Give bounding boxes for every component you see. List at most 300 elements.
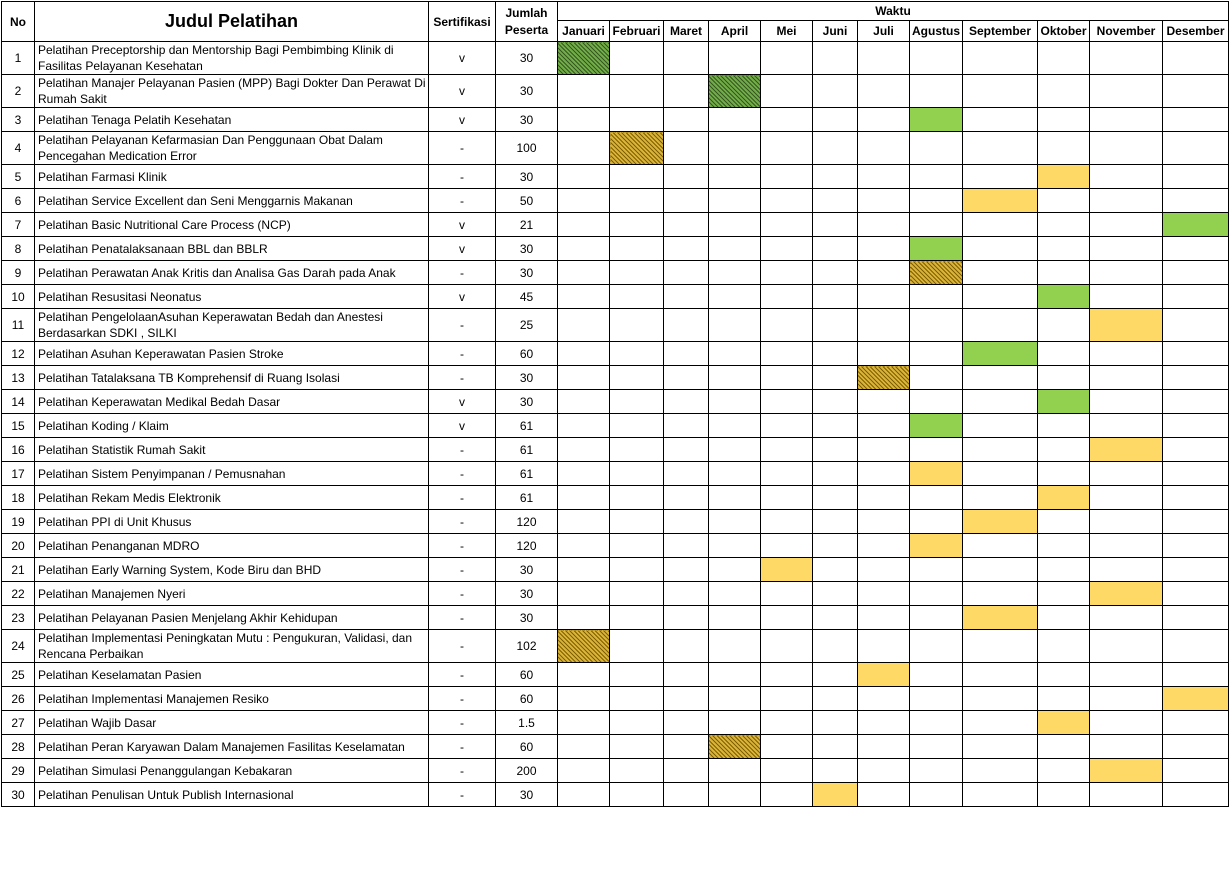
- certification-mark: -: [429, 606, 496, 630]
- schedule-cell-oktober: [1038, 606, 1090, 630]
- schedule-cell-februari: [610, 606, 664, 630]
- scheduled-month-cell: [813, 783, 858, 807]
- schedule-cell-oktober: [1038, 735, 1090, 759]
- training-title: Pelatihan Manajemen Nyeri: [35, 582, 429, 606]
- schedule-cell-april: [709, 390, 761, 414]
- schedule-cell-september: [963, 783, 1038, 807]
- schedule-cell-mei: [761, 261, 813, 285]
- schedule-cell-juli: [858, 687, 910, 711]
- row-number: 7: [2, 213, 35, 237]
- schedule-cell-oktober: [1038, 342, 1090, 366]
- schedule-cell-januari: [558, 558, 610, 582]
- schedule-cell-januari: [558, 342, 610, 366]
- schedule-cell-desember: [1163, 414, 1229, 438]
- scheduled-month-cell: [910, 237, 963, 261]
- scheduled-month-cell: [709, 75, 761, 108]
- table-row: [2, 189, 1229, 213]
- schedule-cell-desember: [1163, 735, 1229, 759]
- participant-count: 30: [496, 558, 558, 582]
- schedule-cell-agustus: [910, 759, 963, 783]
- schedule-cell-juni: [813, 663, 858, 687]
- schedule-cell-mei: [761, 711, 813, 735]
- schedule-cell-maret: [664, 534, 709, 558]
- header-month-september: September: [963, 21, 1038, 42]
- schedule-cell-desember: [1163, 237, 1229, 261]
- schedule-cell-juni: [813, 165, 858, 189]
- row-number: 9: [2, 261, 35, 285]
- table-row: [2, 687, 1229, 711]
- schedule-cell-desember: [1163, 558, 1229, 582]
- schedule-cell-januari: [558, 309, 610, 342]
- schedule-cell-september: [963, 582, 1038, 606]
- schedule-cell-mei: [761, 414, 813, 438]
- training-title: Pelatihan Pelayanan Pasien Menjelang Akhir Kehidupan: [35, 606, 429, 630]
- schedule-cell-september: [963, 711, 1038, 735]
- participant-count: 30: [496, 582, 558, 606]
- schedule-cell-mei: [761, 309, 813, 342]
- schedule-cell-februari: [610, 558, 664, 582]
- schedule-cell-november: [1090, 462, 1163, 486]
- schedule-cell-maret: [664, 462, 709, 486]
- schedule-cell-januari: [558, 606, 610, 630]
- schedule-cell-maret: [664, 108, 709, 132]
- schedule-cell-juli: [858, 462, 910, 486]
- schedule-cell-april: [709, 42, 761, 75]
- schedule-cell-desember: [1163, 510, 1229, 534]
- schedule-cell-mei: [761, 108, 813, 132]
- schedule-cell-januari: [558, 189, 610, 213]
- scheduled-month-cell: [709, 735, 761, 759]
- schedule-cell-desember: [1163, 783, 1229, 807]
- schedule-cell-september: [963, 42, 1038, 75]
- schedule-cell-juni: [813, 108, 858, 132]
- certification-mark: -: [429, 783, 496, 807]
- schedule-cell-oktober: [1038, 663, 1090, 687]
- header-month-mei: Mei: [761, 21, 813, 42]
- schedule-cell-februari: [610, 309, 664, 342]
- certification-mark: -: [429, 261, 496, 285]
- schedule-cell-oktober: [1038, 582, 1090, 606]
- schedule-cell-agustus: [910, 285, 963, 309]
- participant-count: 21: [496, 213, 558, 237]
- schedule-cell-juni: [813, 510, 858, 534]
- schedule-cell-september: [963, 534, 1038, 558]
- schedule-cell-april: [709, 342, 761, 366]
- schedule-cell-april: [709, 711, 761, 735]
- certification-mark: -: [429, 189, 496, 213]
- schedule-cell-februari: [610, 390, 664, 414]
- schedule-cell-november: [1090, 414, 1163, 438]
- schedule-cell-mei: [761, 438, 813, 462]
- schedule-cell-april: [709, 132, 761, 165]
- schedule-cell-juli: [858, 735, 910, 759]
- schedule-cell-agustus: [910, 342, 963, 366]
- table-row: [2, 261, 1229, 285]
- schedule-cell-desember: [1163, 486, 1229, 510]
- schedule-cell-oktober: [1038, 759, 1090, 783]
- scheduled-month-cell: [963, 606, 1038, 630]
- schedule-cell-juli: [858, 414, 910, 438]
- schedule-cell-mei: [761, 663, 813, 687]
- schedule-cell-september: [963, 237, 1038, 261]
- schedule-cell-maret: [664, 237, 709, 261]
- schedule-cell-februari: [610, 783, 664, 807]
- row-number: 28: [2, 735, 35, 759]
- certification-mark: -: [429, 687, 496, 711]
- certification-mark: v: [429, 108, 496, 132]
- schedule-cell-november: [1090, 75, 1163, 108]
- schedule-cell-januari: [558, 687, 610, 711]
- scheduled-month-cell: [963, 189, 1038, 213]
- schedule-cell-april: [709, 237, 761, 261]
- schedule-cell-juli: [858, 213, 910, 237]
- schedule-cell-oktober: [1038, 438, 1090, 462]
- schedule-cell-april: [709, 285, 761, 309]
- table-row: [2, 486, 1229, 510]
- schedule-cell-maret: [664, 783, 709, 807]
- schedule-cell-januari: [558, 462, 610, 486]
- schedule-cell-mei: [761, 237, 813, 261]
- schedule-cell-februari: [610, 486, 664, 510]
- table-row: [2, 165, 1229, 189]
- row-number: 6: [2, 189, 35, 213]
- schedule-cell-april: [709, 165, 761, 189]
- schedule-cell-september: [963, 285, 1038, 309]
- scheduled-month-cell: [1090, 438, 1163, 462]
- certification-mark: v: [429, 213, 496, 237]
- row-number: 14: [2, 390, 35, 414]
- scheduled-month-cell: [910, 462, 963, 486]
- schedule-cell-april: [709, 414, 761, 438]
- schedule-cell-april: [709, 582, 761, 606]
- schedule-cell-oktober: [1038, 558, 1090, 582]
- schedule-cell-maret: [664, 414, 709, 438]
- schedule-cell-agustus: [910, 630, 963, 663]
- training-title: Pelatihan Tatalaksana TB Komprehensif di Ruang Isolasi: [35, 366, 429, 390]
- schedule-cell-juni: [813, 687, 858, 711]
- schedule-cell-juli: [858, 783, 910, 807]
- schedule-cell-november: [1090, 558, 1163, 582]
- schedule-cell-september: [963, 486, 1038, 510]
- schedule-cell-februari: [610, 366, 664, 390]
- schedule-cell-oktober: [1038, 309, 1090, 342]
- schedule-cell-april: [709, 783, 761, 807]
- training-title: Pelatihan Statistik Rumah Sakit: [35, 438, 429, 462]
- table-row: [2, 237, 1229, 261]
- training-title: Pelatihan Basic Nutritional Care Process (NCP): [35, 213, 429, 237]
- schedule-cell-maret: [664, 735, 709, 759]
- training-title: Pelatihan Early Warning System, Kode Biru dan BHD: [35, 558, 429, 582]
- schedule-cell-juli: [858, 237, 910, 261]
- table-row: [2, 663, 1229, 687]
- schedule-cell-maret: [664, 309, 709, 342]
- schedule-cell-mei: [761, 462, 813, 486]
- schedule-cell-januari: [558, 132, 610, 165]
- schedule-cell-januari: [558, 663, 610, 687]
- schedule-cell-oktober: [1038, 108, 1090, 132]
- scheduled-month-cell: [963, 510, 1038, 534]
- training-title: Pelatihan Service Excellent dan Seni Menggarnis Makanan: [35, 189, 429, 213]
- certification-mark: v: [429, 75, 496, 108]
- header-month-oktober: Oktober: [1038, 21, 1090, 42]
- schedule-cell-november: [1090, 366, 1163, 390]
- schedule-cell-agustus: [910, 783, 963, 807]
- schedule-cell-desember: [1163, 189, 1229, 213]
- participant-count: 30: [496, 165, 558, 189]
- training-title: Pelatihan Perawatan Anak Kritis dan Analisa Gas Darah pada Anak: [35, 261, 429, 285]
- row-number: 23: [2, 606, 35, 630]
- row-number: 13: [2, 366, 35, 390]
- participant-count: 30: [496, 75, 558, 108]
- certification-mark: -: [429, 558, 496, 582]
- header-month-november: November: [1090, 21, 1163, 42]
- scheduled-month-cell: [1163, 213, 1229, 237]
- training-title: Pelatihan Penulisan Untuk Publish Internasional: [35, 783, 429, 807]
- schedule-cell-desember: [1163, 285, 1229, 309]
- schedule-cell-september: [963, 309, 1038, 342]
- schedule-cell-juni: [813, 390, 858, 414]
- schedule-cell-januari: [558, 390, 610, 414]
- schedule-cell-november: [1090, 390, 1163, 414]
- header-judul-pelatihan: Judul Pelatihan: [35, 2, 429, 42]
- schedule-cell-november: [1090, 486, 1163, 510]
- schedule-cell-maret: [664, 630, 709, 663]
- schedule-cell-november: [1090, 606, 1163, 630]
- schedule-cell-februari: [610, 213, 664, 237]
- schedule-cell-september: [963, 414, 1038, 438]
- certification-mark: v: [429, 414, 496, 438]
- training-title: Pelatihan Peran Karyawan Dalam Manajemen Fasilitas Keselamatan: [35, 735, 429, 759]
- schedule-cell-november: [1090, 663, 1163, 687]
- participant-count: 100: [496, 132, 558, 165]
- scheduled-month-cell: [910, 108, 963, 132]
- schedule-cell-juli: [858, 42, 910, 75]
- row-number: 25: [2, 663, 35, 687]
- training-title: Pelatihan Penatalaksanaan BBL dan BBLR: [35, 237, 429, 261]
- schedule-cell-mei: [761, 42, 813, 75]
- training-title: Pelatihan Keselamatan Pasien: [35, 663, 429, 687]
- training-title: Pelatihan Wajib Dasar: [35, 711, 429, 735]
- scheduled-month-cell: [558, 42, 610, 75]
- row-number: 20: [2, 534, 35, 558]
- schedule-cell-januari: [558, 711, 610, 735]
- scheduled-month-cell: [1038, 285, 1090, 309]
- participant-count: 30: [496, 108, 558, 132]
- schedule-cell-mei: [761, 735, 813, 759]
- certification-mark: -: [429, 486, 496, 510]
- schedule-cell-juli: [858, 132, 910, 165]
- row-number: 18: [2, 486, 35, 510]
- schedule-cell-juni: [813, 132, 858, 165]
- participant-count: 60: [496, 663, 558, 687]
- schedule-cell-februari: [610, 438, 664, 462]
- table-row: [2, 711, 1229, 735]
- schedule-cell-juli: [858, 534, 910, 558]
- table-row: [2, 606, 1229, 630]
- row-number: 16: [2, 438, 35, 462]
- scheduled-month-cell: [1038, 711, 1090, 735]
- schedule-cell-april: [709, 759, 761, 783]
- schedule-cell-april: [709, 534, 761, 558]
- scheduled-month-cell: [761, 558, 813, 582]
- header-month-juni: Juni: [813, 21, 858, 42]
- schedule-cell-agustus: [910, 486, 963, 510]
- schedule-cell-september: [963, 108, 1038, 132]
- schedule-cell-januari: [558, 438, 610, 462]
- schedule-cell-april: [709, 510, 761, 534]
- certification-mark: -: [429, 342, 496, 366]
- schedule-cell-oktober: [1038, 132, 1090, 165]
- training-title: Pelatihan Resusitasi Neonatus: [35, 285, 429, 309]
- scheduled-month-cell: [858, 366, 910, 390]
- schedule-cell-maret: [664, 759, 709, 783]
- row-number: 1: [2, 42, 35, 75]
- schedule-cell-maret: [664, 132, 709, 165]
- schedule-cell-juni: [813, 462, 858, 486]
- schedule-cell-februari: [610, 108, 664, 132]
- row-number: 26: [2, 687, 35, 711]
- schedule-cell-april: [709, 558, 761, 582]
- schedule-cell-desember: [1163, 165, 1229, 189]
- schedule-cell-desember: [1163, 390, 1229, 414]
- schedule-cell-februari: [610, 687, 664, 711]
- participant-count: 25: [496, 309, 558, 342]
- schedule-cell-juni: [813, 42, 858, 75]
- scheduled-month-cell: [1090, 309, 1163, 342]
- table-row: [2, 108, 1229, 132]
- table-row: [2, 390, 1229, 414]
- schedule-cell-agustus: [910, 366, 963, 390]
- scheduled-month-cell: [1090, 759, 1163, 783]
- schedule-cell-april: [709, 309, 761, 342]
- schedule-cell-desember: [1163, 630, 1229, 663]
- schedule-cell-agustus: [910, 390, 963, 414]
- schedule-cell-mei: [761, 285, 813, 309]
- schedule-cell-april: [709, 213, 761, 237]
- schedule-cell-november: [1090, 108, 1163, 132]
- header-month-januari: Januari: [558, 21, 610, 42]
- schedule-cell-april: [709, 606, 761, 630]
- schedule-cell-juni: [813, 558, 858, 582]
- schedule-cell-mei: [761, 510, 813, 534]
- schedule-cell-oktober: [1038, 534, 1090, 558]
- schedule-cell-september: [963, 132, 1038, 165]
- schedule-cell-agustus: [910, 510, 963, 534]
- certification-mark: v: [429, 390, 496, 414]
- schedule-cell-juni: [813, 309, 858, 342]
- certification-mark: v: [429, 285, 496, 309]
- header-sertifikasi: Sertifikasi: [429, 2, 496, 42]
- certification-mark: v: [429, 42, 496, 75]
- schedule-cell-juli: [858, 438, 910, 462]
- schedule-cell-juni: [813, 630, 858, 663]
- header-month-februari: Februari: [610, 21, 664, 42]
- header-month-agustus: Agustus: [910, 21, 963, 42]
- schedule-cell-oktober: [1038, 366, 1090, 390]
- schedule-cell-oktober: [1038, 189, 1090, 213]
- schedule-cell-februari: [610, 165, 664, 189]
- schedule-cell-maret: [664, 687, 709, 711]
- schedule-cell-juni: [813, 189, 858, 213]
- scheduled-month-cell: [910, 261, 963, 285]
- header-month-april: April: [709, 21, 761, 42]
- participant-count: 60: [496, 687, 558, 711]
- certification-mark: -: [429, 366, 496, 390]
- participant-count: 61: [496, 414, 558, 438]
- schedule-cell-september: [963, 462, 1038, 486]
- schedule-cell-juni: [813, 486, 858, 510]
- row-number: 30: [2, 783, 35, 807]
- scheduled-month-cell: [910, 534, 963, 558]
- schedule-cell-april: [709, 630, 761, 663]
- schedule-cell-agustus: [910, 558, 963, 582]
- schedule-cell-juni: [813, 237, 858, 261]
- schedule-cell-november: [1090, 165, 1163, 189]
- schedule-cell-juni: [813, 285, 858, 309]
- schedule-cell-desember: [1163, 261, 1229, 285]
- row-number: 29: [2, 759, 35, 783]
- certification-mark: -: [429, 510, 496, 534]
- schedule-cell-november: [1090, 189, 1163, 213]
- schedule-cell-oktober: [1038, 687, 1090, 711]
- schedule-cell-desember: [1163, 534, 1229, 558]
- scheduled-month-cell: [610, 132, 664, 165]
- schedule-cell-april: [709, 108, 761, 132]
- table-row: [2, 630, 1229, 663]
- header-jumlah-peserta: Jumlah Peserta: [496, 2, 558, 42]
- schedule-cell-september: [963, 735, 1038, 759]
- scheduled-month-cell: [1090, 582, 1163, 606]
- schedule-cell-desember: [1163, 462, 1229, 486]
- schedule-cell-oktober: [1038, 237, 1090, 261]
- schedule-cell-september: [963, 390, 1038, 414]
- schedule-cell-april: [709, 663, 761, 687]
- schedule-cell-november: [1090, 534, 1163, 558]
- header-month-juli: Juli: [858, 21, 910, 42]
- table-row: [2, 783, 1229, 807]
- schedule-cell-juli: [858, 165, 910, 189]
- schedule-cell-februari: [610, 42, 664, 75]
- schedule-cell-agustus: [910, 42, 963, 75]
- schedule-cell-maret: [664, 606, 709, 630]
- schedule-cell-mei: [761, 783, 813, 807]
- row-number: 24: [2, 630, 35, 663]
- header-month-maret: Maret: [664, 21, 709, 42]
- participant-count: 120: [496, 510, 558, 534]
- schedule-cell-juli: [858, 606, 910, 630]
- schedule-cell-juni: [813, 582, 858, 606]
- schedule-cell-agustus: [910, 165, 963, 189]
- schedule-cell-november: [1090, 711, 1163, 735]
- training-title: Pelatihan Penanganan MDRO: [35, 534, 429, 558]
- row-number: 17: [2, 462, 35, 486]
- schedule-cell-maret: [664, 213, 709, 237]
- schedule-cell-februari: [610, 759, 664, 783]
- table-row: [2, 414, 1229, 438]
- schedule-cell-oktober: [1038, 783, 1090, 807]
- table-row: [2, 366, 1229, 390]
- schedule-cell-januari: [558, 510, 610, 534]
- training-title: Pelatihan Preceptorship dan Mentorship Bagi Pembimbing Klinik di Fasilitas Pelayanan Kesehatan: [35, 42, 429, 75]
- training-title: Pelatihan Tenaga Pelatih Kesehatan: [35, 108, 429, 132]
- table-row: [2, 342, 1229, 366]
- row-number: 10: [2, 285, 35, 309]
- certification-mark: -: [429, 534, 496, 558]
- participant-count: 30: [496, 261, 558, 285]
- schedule-cell-februari: [610, 261, 664, 285]
- schedule-cell-maret: [664, 663, 709, 687]
- row-number: 8: [2, 237, 35, 261]
